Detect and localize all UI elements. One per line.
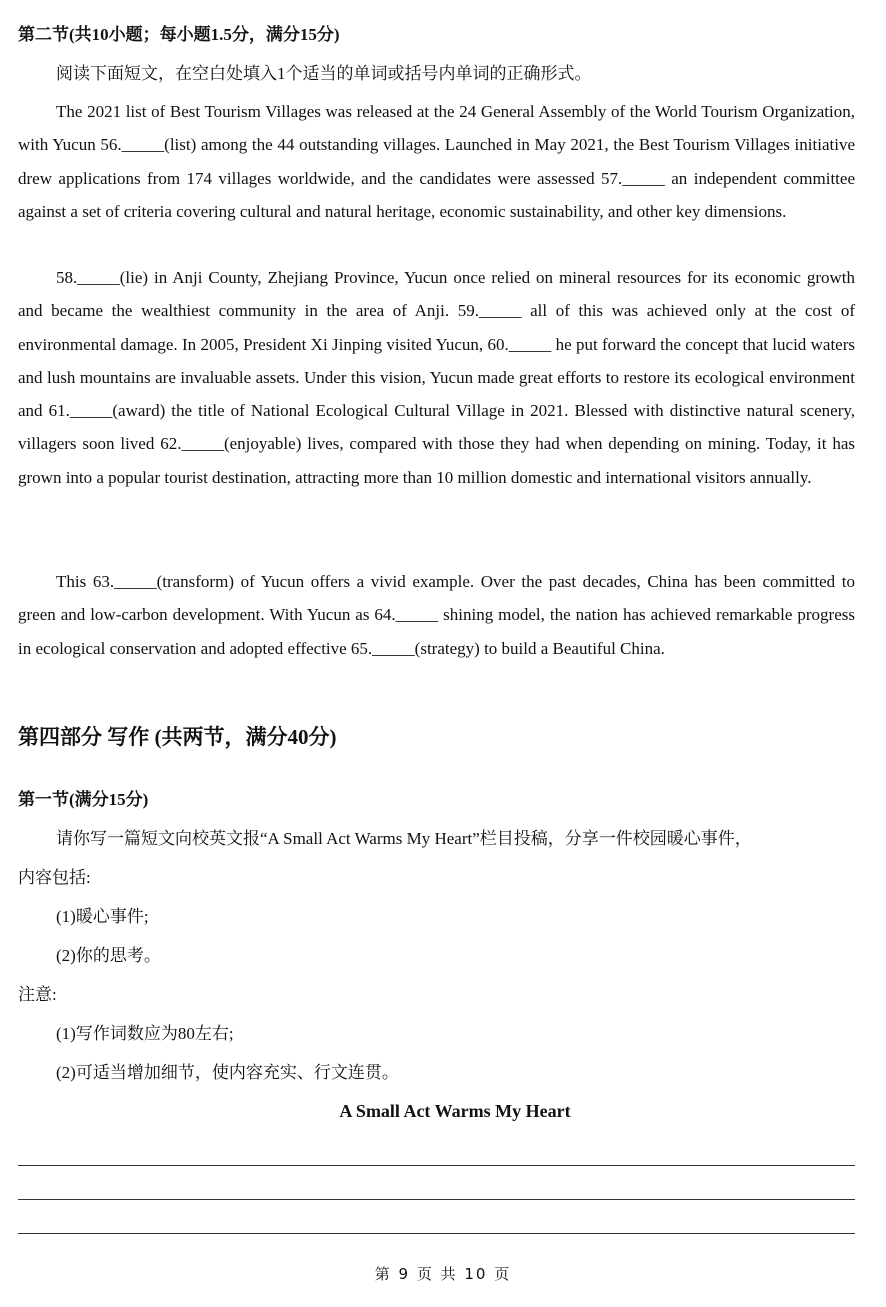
answer-line [18, 1199, 855, 1200]
writing-item-1: (1)暖心事件; [56, 907, 149, 926]
answer-line [18, 1165, 855, 1166]
essay-title: A Small Act Warms My Heart [339, 1101, 571, 1121]
answer-line [18, 1233, 855, 1234]
writing-prompt-line1: 请你写一篇短文向校英文报“A Small Act Warms My Heart”栏目投稿，分享一件校园暖心事件， [56, 829, 752, 848]
writing-item-2: (2)你的思考。 [56, 946, 161, 965]
passage-paragraph-3: This 63._____(transform) of Yucun offers a vivid example. Over the past decades, China has been committed to green and low-carbon development. With Yucun as 64._____ shining model, the nation has achieved remarkable progress in ecological conservation and adopted effective 65._____(strategy) to build a Beautiful China. [18, 572, 855, 658]
passage-paragraph-1: The 2021 list of Best Tourism Villages was released at the 24 General Assembly of the World Tourism Organization, with Yucun 56._____(list) among the 44 outstanding villages. Launched in May 2021, the Best Tourism Villages initiative drew applications from 174 villages worldwide, and the candidates were assessed 57._____ an independent committee against a set of criteria covering cultural and natural heritage, economic sustainability, and other key dimensions. [18, 102, 855, 221]
writing-prompt-line2: 内容包括: [18, 868, 91, 887]
section-instruction: 阅读下面短文，在空白处填入1个适当的单词或括号内单词的正确形式。 [56, 64, 592, 83]
note-1: (1)写作词数应为80左右; [56, 1024, 234, 1043]
section-heading: 第二节(共10小题；每小题1.5分，满分15分) [18, 25, 340, 44]
writing-section-heading: 第一节(满分15分) [18, 790, 149, 809]
note-2: (2)可适当增加细节，使内容充实、行文连贯。 [56, 1063, 399, 1082]
passage-paragraph-2: 58._____(lie) in Anji County, Zhejiang Province, Yucun once relied on mineral resources for its economic growth and became the wealthiest community in the area of Anji. 59._____ all of this was achieved only at the cost of environmental damage. In 2005, President Xi Jinping visited Yucun, 60._____ he put forward the concept that lucid waters and lush mountains are invaluable assets. Under this vision, Yucun made great efforts to restore its ecological environment and 61._____(award) the title of National Ecological Cultural Village in 2021. Blessed with distinctive natural scenery, villagers soon lived 62._____(enjoyable) lives, compared with those they had when depending on mining. Today, it has grown into a popular tourist destination, attracting more than 10 million domestic and international visitors annually. [18, 268, 855, 487]
note-label: 注意: [18, 985, 57, 1004]
part-heading: 第四部分 写作 (共两节，满分40分) [18, 725, 337, 749]
page-footer: 第 9 页 共 10 页 [374, 1265, 512, 1283]
